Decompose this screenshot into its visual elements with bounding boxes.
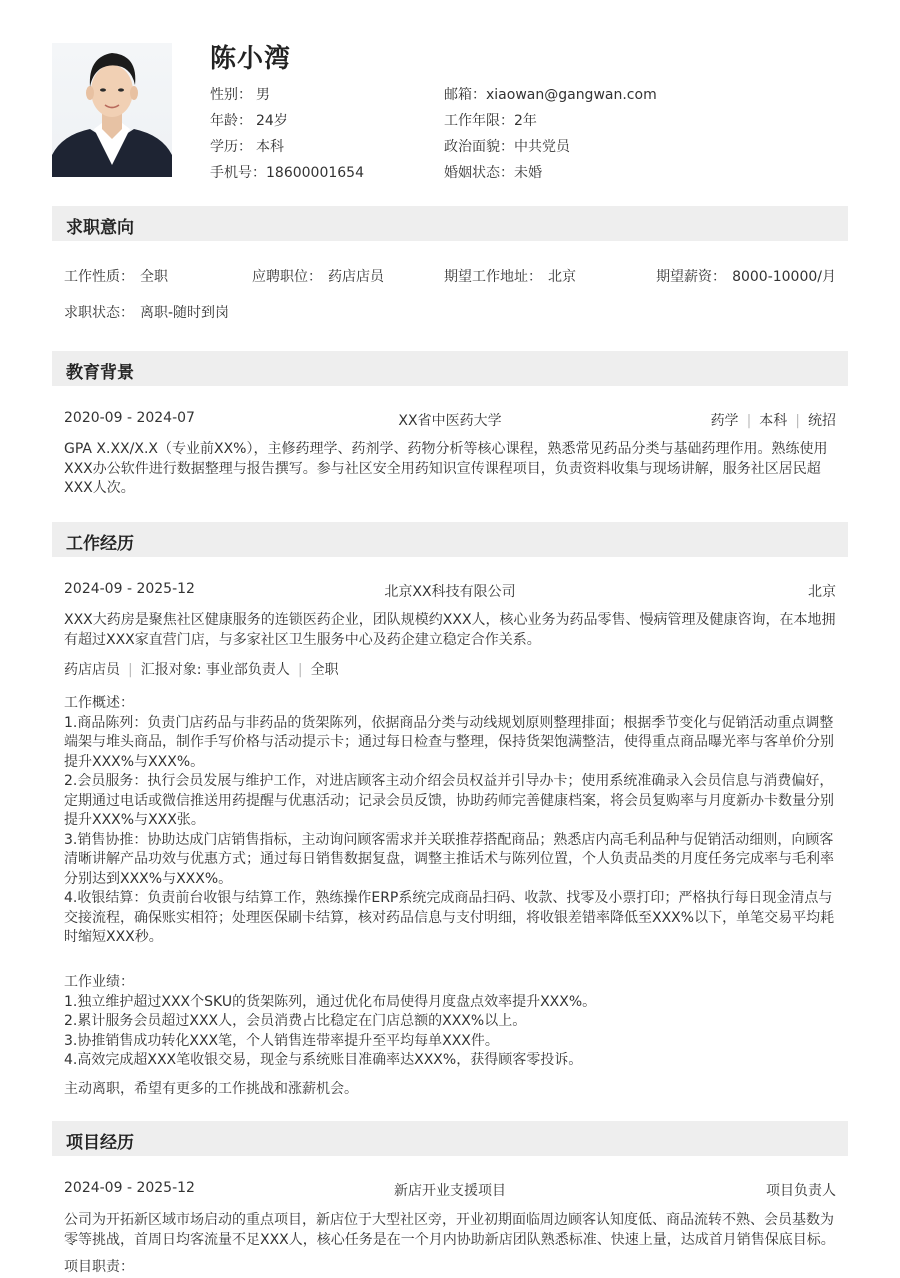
education-major: 药学	[710, 413, 739, 429]
salary-field	[656, 266, 836, 286]
section-work	[52, 522, 848, 557]
overview-item: 4.收银结算：负责前台收银与结算工作，熟练操作ERP系统完成商品扫码、收款、找零及小票打印；严格执行每日现金清点与交接流程，确保账实相符；处理医保刷卡结算，核对药品信息与支付明细，将收银差错率降低至XXX%以下，单笔交易平均耗时缩短XXX秒。	[64, 890, 835, 945]
job-status-field	[64, 302, 229, 322]
marital-label: 婚姻状态：	[444, 165, 514, 181]
position-field	[252, 266, 384, 286]
location-field	[444, 266, 576, 286]
divider: |	[128, 662, 133, 678]
section-job-intent	[52, 206, 848, 241]
project-role: 项目负责人	[766, 1183, 836, 1199]
email-value: xiaowan@gangwan.com	[486, 87, 657, 103]
achievement-item: 2.累计服务会员超过XXX人，会员消费占比稳定在门店总额的XXX%以上。	[64, 1013, 527, 1029]
job-status-label: 求职状态：	[64, 305, 134, 321]
education-period: 2020-09 - 2024-07	[64, 410, 195, 426]
overview-item: 3.销售协推：协助达成门店销售指标，主动询问顾客需求并关联推荐搭配商品；熟悉店内高毛利品种与促销活动细则，向顾客清晰讲解产品功效与优惠方式；通过每日销售数据复盘，调整主推话术与陈列位置，个人负责品类的月度任务完成率与毛利率分别达到XXX%与XXX%。	[64, 831, 834, 887]
age-field	[210, 110, 288, 130]
salary-label: 期望薪资：	[656, 269, 727, 285]
education-tags	[711, 410, 836, 430]
politics-value: 中共党员	[514, 139, 570, 155]
project-name: 新店开业支援项目	[394, 1183, 506, 1199]
work-period: 2024-09 - 2025-12	[64, 581, 195, 597]
work-years-field	[444, 110, 537, 130]
phone-field	[210, 162, 364, 182]
section-title: 教育背景	[66, 363, 134, 383]
divider: |	[297, 662, 303, 678]
divider: |	[746, 413, 752, 429]
email-field	[444, 84, 657, 104]
overview-item: 1.商品陈列：负责门店药品与非药品的货架陈列，依据商品分类与动线规划原则整理排面；根据季节变化与促销活动重点调整端架与堆头商品，制作手写价格与活动提示卡；通过每日检查与整理，保持货架饱满整洁，使得重点商品曝光率与客单价分别提升XXX%与XXX%。	[64, 714, 834, 770]
gender-field	[210, 84, 270, 104]
job-type-field	[64, 266, 168, 286]
politics-label: 政治面貌：	[444, 139, 514, 155]
education-degree: 本科	[759, 413, 788, 429]
profile-photo	[52, 43, 172, 177]
location-label: 期望工作地址：	[444, 269, 542, 285]
section-project	[52, 1121, 848, 1156]
work-city: 北京	[808, 584, 836, 600]
achievement-item: 4.高效完成超XXX笔收银交易，现金与系统账目准确率达XXX%，获得顾客零投诉。	[64, 1052, 583, 1068]
work-entry-header	[64, 581, 836, 600]
education-school: XX省中医药大学	[398, 413, 502, 429]
gender-label: 性别：	[210, 87, 252, 103]
overview-item: 2.会员服务：执行会员发展与维护工作，对进店顾客主动介绍会员权益并引导办卡；使用系统准确录入会员信息与消费偏好，定期通过电话或微信推送用药提醒与优惠活动；记录会员反馈，协助药师完善健康档案，将会员复购率与月度新办卡数量分别提升XXX%与XXX张。	[64, 773, 834, 828]
work-achievements	[64, 973, 838, 1071]
education-entry-header	[64, 410, 836, 429]
politics-field	[444, 136, 570, 156]
section-education	[52, 351, 848, 386]
work-role: 药店店员	[64, 662, 120, 678]
age-value: 24岁	[256, 113, 288, 129]
salary-value: 8000-10000/月	[732, 269, 836, 285]
section-title: 求职意向	[66, 218, 134, 238]
email-label: 邮箱：	[444, 87, 486, 103]
marital-value: 未婚	[514, 165, 542, 181]
work-company: 北京XX科技有限公司	[384, 584, 516, 600]
work-years-value: 2年	[514, 113, 537, 129]
age-label: 年龄：	[210, 113, 252, 129]
education-description: GPA X.XX/X.X（专业前XX%），主修药理学、药剂学、药物分析等核心课程，熟悉常见药品分类与基础药理作用。熟练使用XXX办公软件进行数据整理与报告撰写。参与社区安全用药知识宣传课程项目，负责资料收集与现场讲解，服务社区居民超XXX人次。	[64, 441, 828, 496]
job-status-value: 离职-随时到岗	[140, 305, 230, 321]
gender-value: 男	[256, 87, 270, 103]
project-description: 公司为开拓新区域市场启动的重点项目，新店位于大型社区旁，开业初期面临周边顾客认知度低、商品流转不熟、会员基数为零等挑战，首周日均客流量不足XXX人，核心任务是在一个月内协助新店团队熟悉标准、快速上量，达成首月销售保底目标。	[64, 1212, 835, 1248]
job-type-label: 工作性质：	[64, 269, 134, 285]
project-entry-header	[64, 1180, 836, 1199]
education-level-value: 本科	[256, 139, 284, 155]
location-value: 北京	[548, 269, 576, 285]
company-description: XXX大药房是聚焦社区健康服务的连锁医药企业，团队规模约XXX人，核心业务为药品零售、慢病管理及健康咨询，在本地拥有超过XXX家直营门店，与多家社区卫生服务中心及药企建立稳定合作关系。	[64, 612, 836, 648]
achievement-item: 1.独立维护超过XXX个SKU的货架陈列，通过优化布局使得月度盘点效率提升XXX%。	[64, 993, 597, 1010]
marital-field	[444, 162, 542, 182]
position-value: 药店店员	[328, 269, 384, 285]
phone-label: 手机号：	[210, 165, 266, 181]
project-duty-title: 项目职责：	[64, 1259, 134, 1275]
achievements-title: 工作业绩：	[64, 974, 134, 990]
education-mode: 统招	[808, 413, 836, 429]
work-role-line	[64, 659, 836, 679]
section-title: 工作经历	[66, 534, 134, 554]
job-type-value: 全职	[140, 269, 168, 285]
position-label: 应聘职位：	[252, 269, 322, 285]
work-type: 全职	[310, 662, 339, 678]
education-level-field	[210, 136, 284, 156]
work-report-to: 汇报对象: 事业部负责人	[140, 662, 290, 678]
achievement-item: 3.协推销售成功转化XXX笔，个人销售连带率提升至平均每单XXX件。	[64, 1032, 499, 1049]
leave-reason: 主动离职，希望有更多的工作挑战和涨薪机会。	[64, 1081, 358, 1097]
project-period: 2024-09 - 2025-12	[64, 1180, 195, 1196]
work-years-label: 工作年限：	[444, 113, 514, 129]
section-title: 项目经历	[66, 1133, 134, 1153]
work-overview	[64, 694, 838, 948]
phone-value: 18600001654	[266, 165, 364, 181]
candidate-name: 陈小湾	[210, 44, 292, 74]
divider: |	[795, 413, 800, 429]
overview-title: 工作概述：	[64, 695, 134, 711]
education-level-label: 学历：	[210, 139, 252, 155]
